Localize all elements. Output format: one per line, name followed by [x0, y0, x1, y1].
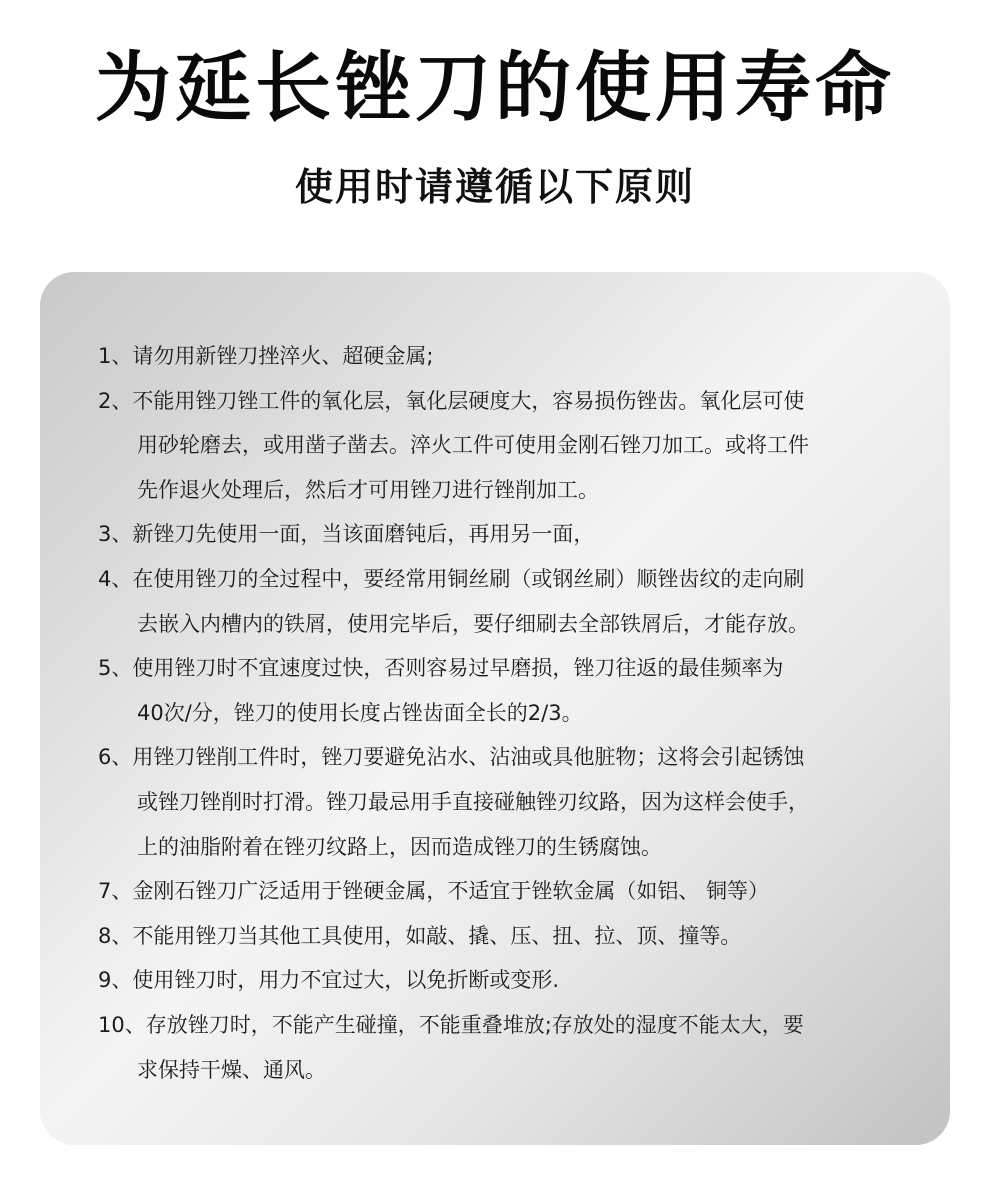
- rule-text-line: 求保持干燥、通风。: [137, 1057, 326, 1082]
- rule-text-line: 2、不能用锉刀锉工件的氧化层，氧化层硬度大，容易损伤锉齿。氧化层可使: [98, 388, 805, 413]
- rule-text-line: 40次/分，锉刀的使用长度占锉齿面全长的2/3。: [137, 700, 583, 725]
- rule-text-line: 或锉刀锉削时打滑。锉刀最忌用手直接碰触锉刃纹路，因为这样会使手，: [137, 789, 809, 814]
- rule-text-line: 4、在使用锉刀的全过程中，要经常用铜丝刷（或钢丝刷）顺锉齿纹的走向刷: [98, 566, 805, 591]
- rule-text-line: 先作退火处理后，然后才可用锉刀进行锉削加工。: [137, 477, 599, 502]
- rule-item: [98, 646, 898, 735]
- rule-item: [98, 334, 898, 379]
- rule-item: [98, 869, 898, 914]
- rule-text-line: 7、金刚石锉刀广泛适用于锉硬金属，不适宜于锉软金属（如铝、 铜等）: [98, 879, 770, 904]
- rule-item: [98, 735, 898, 869]
- rule-text-line: 9、使用锉刀时，用力不宜过大，以免折断或变形.: [98, 968, 560, 993]
- rule-text-line: 10、存放锉刀时，不能产生碰撞，不能重叠堆放;存放处的湿度不能太大，要: [98, 1012, 804, 1037]
- rule-item: [98, 958, 898, 1003]
- rule-text-line: 用砂轮磨去，或用凿子凿去。淬火工件可使用金刚石锉刀加工。或将工件: [137, 433, 809, 458]
- rule-text-line: 5、使用锉刀时不宜速度过快，否则容易过早磨损，锉刀往返的最佳频率为: [98, 656, 784, 681]
- rule-text-line: 6、用锉刀锉削工件时，锉刀要避免沾水、沾油或具他脏物；这将会引起锈蚀: [98, 745, 805, 770]
- rule-text-line: 1、请勿用新锉刀挫淬火、超硬金属;: [98, 344, 434, 368]
- rule-text-line: 上的油脂附着在锉刃纹路上，因而造成锉刀的生锈腐蚀。: [137, 834, 662, 859]
- rule-item: [98, 1003, 898, 1092]
- rule-text-line: 去嵌入内槽内的铁屑，使用完毕后，要仔细刷去全部铁屑后，才能存放。: [137, 611, 809, 636]
- rules-list: [98, 334, 898, 1092]
- rule-item: [98, 512, 898, 557]
- rule-item: [98, 557, 898, 646]
- rule-item: [98, 914, 898, 959]
- rule-text-line: 3、新锉刀先使用一面，当该面磨钝后，再用另一面，: [98, 522, 595, 547]
- rule-item: [98, 379, 898, 513]
- page-title: 为延长锉刀的使用寿命: [95, 43, 895, 132]
- rule-text-line: 8、不能用锉刀当其他工具使用，如敲、撬、压、扭、拉、顶、撞等。: [98, 923, 742, 948]
- rules-card: [40, 272, 950, 1145]
- page-subtitle: 使用时请遵循以下原则: [294, 165, 695, 209]
